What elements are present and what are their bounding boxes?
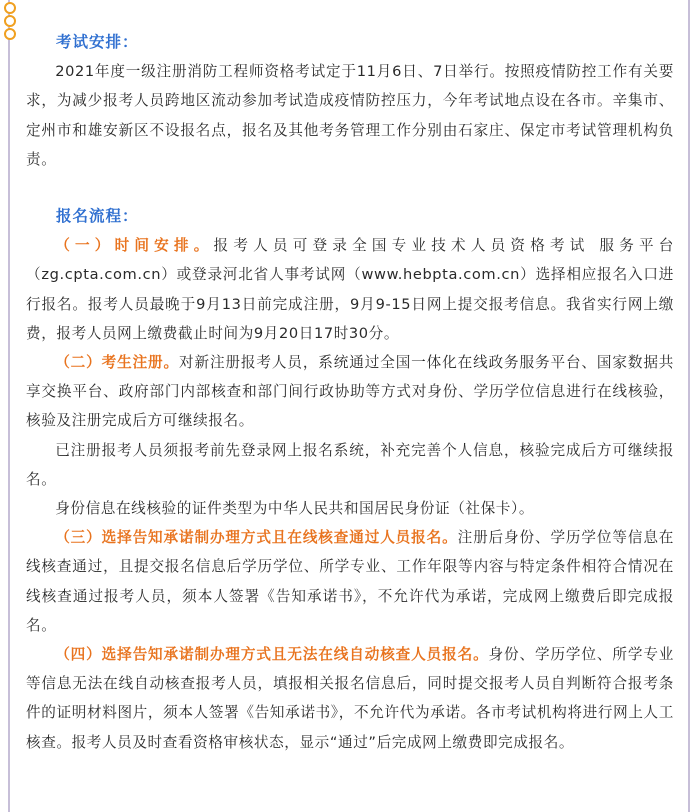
item-text: 对新注册报考人员，系统通过全国一体化在线政务服务平台、国家数据共享交换平台、政府部门内部核查和部门间行政协助等方式对身份、学历学位信息进行在线核验，核验及注册完成后方可继续报名。 — [26, 354, 674, 430]
item-text: 身份信息在线核验的证件类型为中华人民共和国居民身份证（社保卡）。 — [55, 500, 535, 518]
registration-process-heading: 报名流程： — [56, 207, 139, 226]
registration-item — [26, 523, 674, 640]
exam-arrangement-heading: 考试安排： — [56, 33, 139, 51]
ring-icon — [4, 2, 16, 14]
registration-item — [26, 640, 674, 757]
ring-icon — [4, 15, 16, 27]
item-label: （三）选择告知承诺制办理方式且在线核查通过人员报名。 — [55, 529, 458, 547]
item-text: 报考人员可登录全国专业技术人员资格考试 服务平台（zg.cpta.com.cn）或登录河北省人事考试网（www.hebpta.com.cn）选择相应报名入口进行报名。报考人员最晚于9月13日前完成注册，9月9-15日网上提交报考信息。我省实行网上缴费，报考人员网上缴费截止时间为9月20日17时30分。 — [26, 237, 674, 342]
exam-arrangement-paragraph: 2021年度一级注册消防工程师资格考试定于11月6日、7日举行。按照疫情防控工作有关要求，为减少报考人员跨地区流动参加考试造成疫情防控压力，今年考试地点设在各市。辛集市、定州市和雄安新区不设报名点，报名及其他考务管理工作分别由石家庄、保定市考试管理机构负责。 — [26, 63, 674, 168]
item-label: （二）考生注册。 — [55, 354, 180, 372]
section-gap — [26, 174, 674, 202]
registration-item — [26, 436, 674, 494]
ring-icon — [4, 28, 16, 40]
item-text: 已注册报考人员须报考前先登录网上报名系统，补充完善个人信息，核验完成后方可继续报名。 — [26, 441, 674, 488]
registration-item — [26, 231, 674, 348]
item-label: （四）选择告知承诺制办理方式且无法在线自动核查人员报名。 — [55, 646, 489, 664]
registration-item — [26, 348, 674, 436]
item-text: 注册后身份、学历学位等信息在线核查通过，且提交报名信息后学历学位、所学专业、工作年限等内容与特定条件相符合情况在线核查通过报考人员，须本人签署《告知承诺书》，不允许代为承诺，完成网上缴费后即完成报名。 — [26, 529, 674, 634]
article-body — [26, 28, 674, 757]
registration-item — [26, 494, 674, 523]
item-label: （一）时间安排。 — [55, 237, 214, 255]
chain-rings-decoration — [4, 2, 16, 41]
item-text: 身份、学历学位、所学专业等信息无法在线自动核查报考人员，填报相关报名信息后，同时提交报考人员自判断符合报考条件的证明材料图片，须本人签署《告知承诺书》，不允许代为承诺。各市考试机构将进行网上人工核查。报考人员及时查看资格审核状态，显示“通过”后完成网上缴费即完成报名。 — [26, 646, 674, 751]
